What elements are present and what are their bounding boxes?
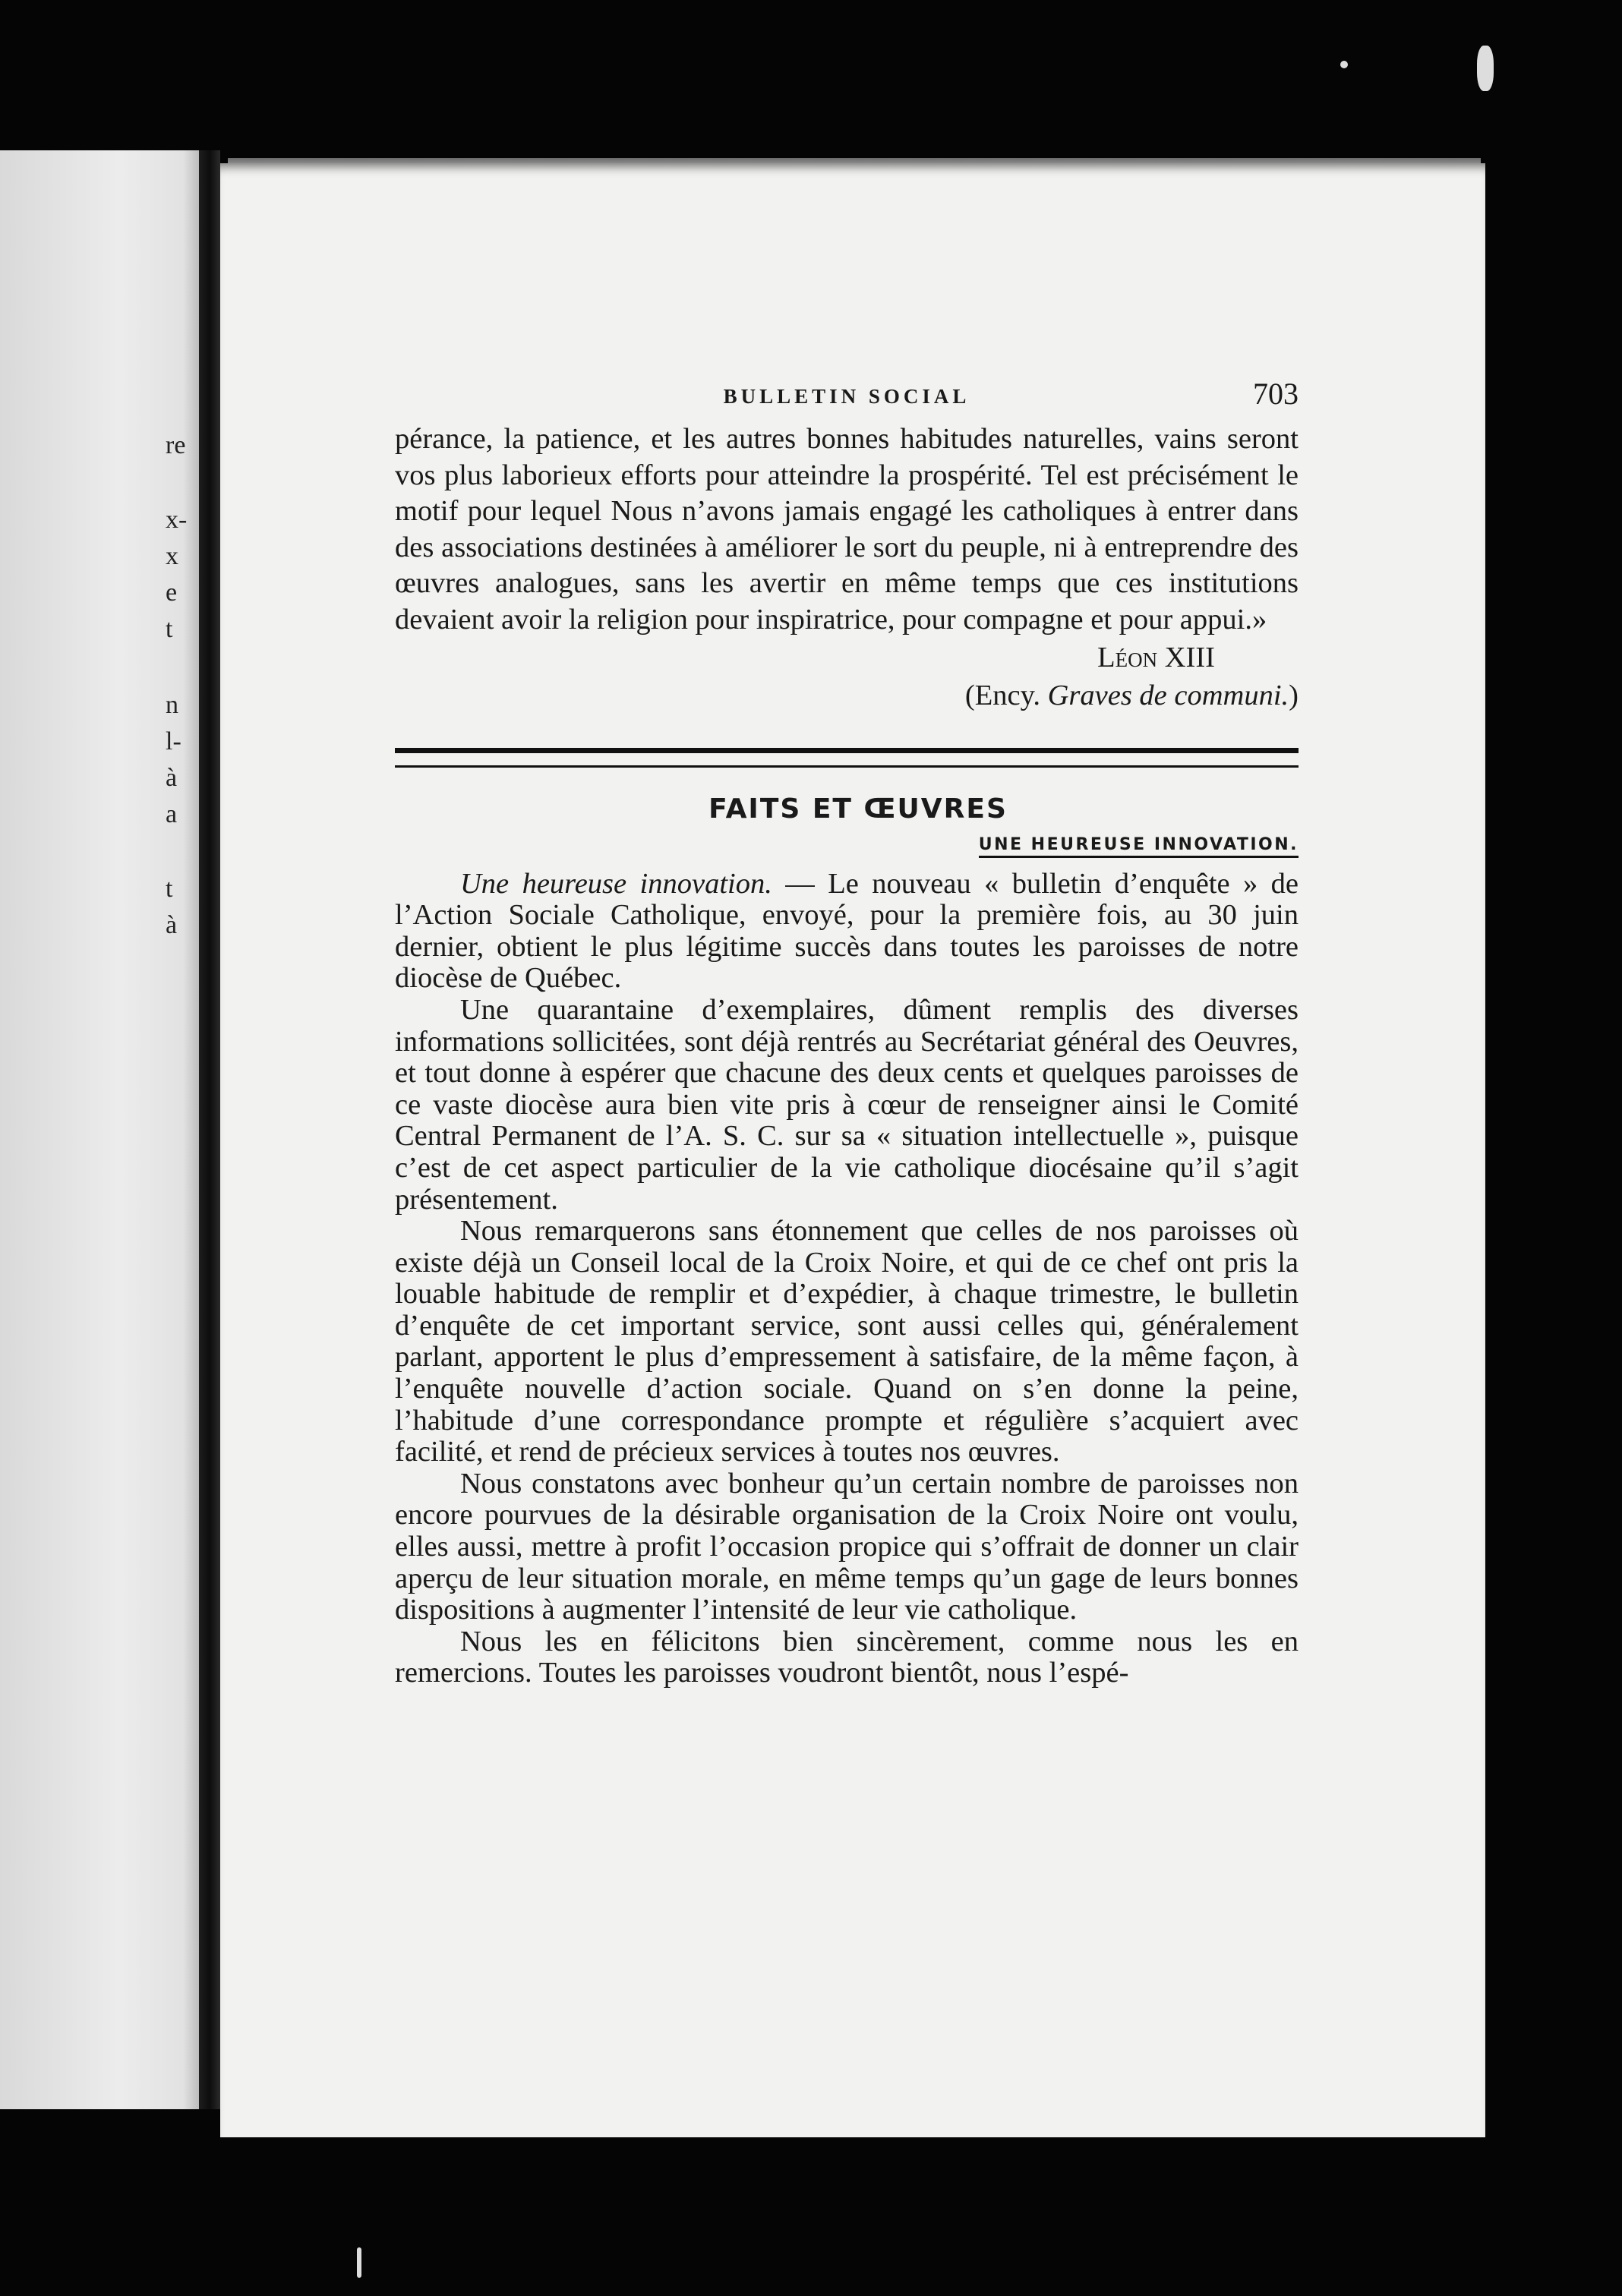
running-header (395, 376, 1299, 421)
article-paragraph: Nous les en félicitons bien sincèrement, comme nous les en remercions. Toutes les paroisses voudront bientôt, nous l’espé- (395, 1625, 1299, 1689)
page-number: 703 (1253, 377, 1299, 411)
source-title: Graves de communi. (1047, 679, 1289, 711)
source-prefix: (Ency. (964, 679, 1048, 711)
article-paragraph: Nous constatons avec bonheur qu’un certain nombre de paroisses non encore pourvues de la désirable organisation de la Croix Noire ont voulu, elles aussi, mettre à profit l’occasion propice qui s’offrait de donner un clair aperçu de leur situation morale, en même temps qu’un gage de leurs bonnes dispositions à augmenter l’intensité de leur vie catholique. (395, 1467, 1299, 1626)
left-fragment: re (166, 431, 186, 459)
section-title: FAITS ET ŒUVRES (708, 793, 1008, 825)
left-fragment: e (166, 579, 178, 607)
article-paragraph: Nous remarquerons sans étonnement que celles de nos paroisses où existe déjà un Conseil local de la Croix Noire, et qui de ce chef ont pris la louable habitude de remplir et d’expédier, à chaque trimestre, le bulletin d’enquête de cet important service, sont aussi celles qui, généralement parlant, apportent le plus d’empressement à satisfaire, de la même façon, à l’enquête nouvelle d’action sociale. Quand on s’en donne la peine, l’habitude d’une correspondance prompte et régulière s’acquiert avec facilité, et rend de précieux services à toutes nos œuvres. (395, 1215, 1299, 1468)
subhead-wrap (395, 835, 1299, 858)
document-page (220, 163, 1485, 2137)
previous-page-edge (0, 150, 199, 2109)
running-title: BULLETIN SOCIAL (723, 385, 970, 408)
source-suffix: ) (1289, 679, 1299, 711)
left-fragment: à (166, 911, 178, 939)
article-paragraph: Une quarantaine d’exemplaires, dûment remplis des diverses informations sollicitées, sont déjà rentrés au Secrétariat général des Oeuvres, et tout donne à espérer que chacune des deux cents et quelques paroisses de ce vaste diocèse aura bien vite pris à cœur de renseigner ainsi le Comité Central Permanent de l’A. S. C. sur sa « situation intellectuelle », puisque c’est de cet aspect particulier de la vie catholique diocésaine qu’il s’agit présentement. (395, 993, 1299, 1216)
film-speck (1340, 61, 1348, 68)
left-fragment: n (166, 691, 178, 719)
left-fragment: à (166, 764, 178, 792)
left-fragment: t (166, 615, 173, 643)
text-column (395, 376, 1299, 1689)
paragraph-text: — Le nouveau « bulletin d’enquête » de l’Action Sociale Catholique, envoyé, pour la première fois, au 30 juin dernier, obtient le plus légitime succès dans toutes les paroisses de notre diocèse de Québec. (395, 867, 1299, 995)
article-body (395, 869, 1299, 1689)
left-fragment: t (166, 875, 173, 903)
left-fragment: a (166, 800, 178, 828)
article-paragraph (395, 869, 1299, 995)
quote-paragraph: pérance, la patience, et les autres bonnes habitudes naturelles, vains seront vos plus laborieux efforts pour atteindre la prospérité. Tel est précisément le motif pour lequel Nous n’avons jamais engagé les catholiques à entrer dans des associations destinées à améliorer le sort du peuple, ni à entreprendre des œuvres analogues, sans les avertir en même temps que ces institutions devaient avoir la religion pour inspiratrice, pour compagne et pour appui.» (395, 423, 1299, 636)
left-fragment: x- (166, 506, 188, 534)
quote-source (395, 676, 1299, 714)
paragraph-lead: Une heureuse innovation. (460, 867, 772, 900)
section-divider (395, 748, 1299, 768)
book-gutter (199, 150, 220, 2109)
left-fragment: x (166, 542, 178, 570)
left-fragment: l- (166, 727, 181, 755)
article-subhead: UNE HEUREUSE INNOVATION. (979, 835, 1299, 858)
film-speck (1477, 46, 1494, 91)
film-speck (357, 2247, 361, 2278)
quote-author: Léon XIII (1097, 641, 1215, 673)
